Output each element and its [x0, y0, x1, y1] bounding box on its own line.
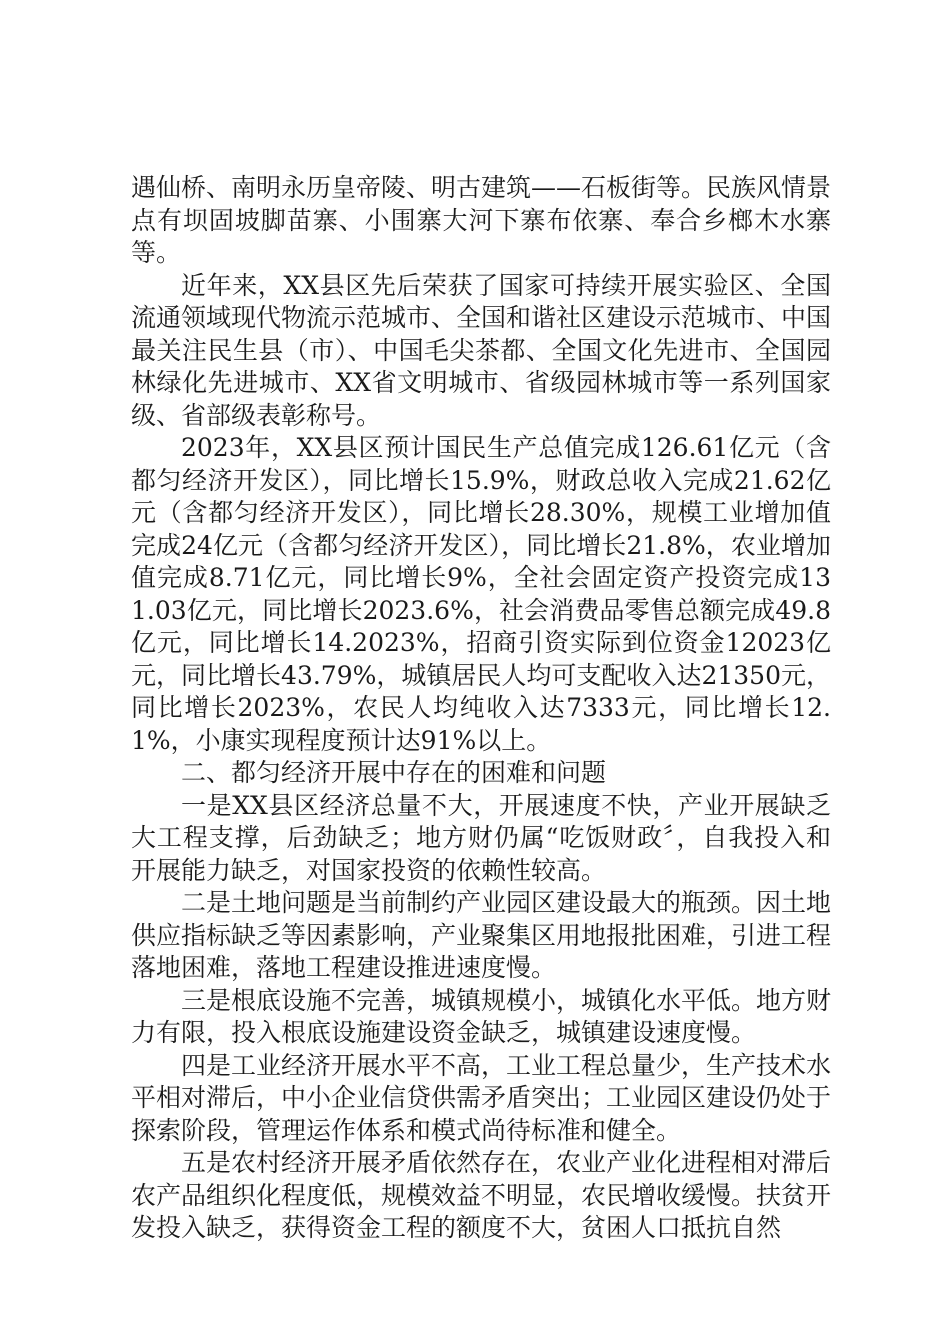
paragraph-economic-statistics: 2023年，XX县区预计国民生产总值完成126.61亿元（含都匀经济开发区），同比增长15.9%，财政总收入完成21.62亿元（含都匀经济开发区），同比增长28.30%，规模工业增加值完成24亿元（含都匀经济开发区），同比增长21.8%，农业增加值完成8.71亿元，同比增长9%，全社会固定资产投资完成131.03亿元，同比增长2023.6%，社会消费品零售总额完成49.8亿元，同比增长14.2023%，招商引资实际到位资金12023亿元，同比增长43.79%，城镇居民人均可支配收入达21350元，同比增长2023%，农民人均纯收入达7333元，同比增长12.1%，小康实现程度预计达91%以上。 — [131, 433, 831, 755]
section-heading-difficulties: 二、都匀经济开展中存在的困难和问题 — [181, 758, 607, 787]
paragraph-problem-two: 二是土地问题是当前制约产业园区建设最大的瓶颈。因土地供应指标缺乏等因素影响，产业聚集区用地报批困难，引进工程落地困难，落地工程建设推进速度慢。 — [131, 888, 832, 982]
paragraph-problem-one: 一是XX县区经济总量不大，开展速度不快，产业开展缺乏大工程支撑，后劲缺乏；地方财仍属“吃饭财政〞，自我投入和开展能力缺乏，对国家投资的依赖性较高。 — [131, 790, 831, 885]
paragraph-problem-five: 五是农村经济开展矛盾依然存在，农业产业化进程相对滞后农产品组织化程度低，规模效益不明显，农民增收缓慢。扶贫开发投入缺乏，获得资金工程的额度不大，贫困人口抵抗自然 — [131, 1148, 832, 1242]
paragraph-honors: 近年来，XX县区先后荣获了国家可持续开展实验区、全国流通领域现代物流示范城市、全国和谐社区建设示范城市、中国最关注民生县（市）、中国毛尖茶都、全国文化先进市、全国园林绿化先进城市、XX省文明城市、省级园林城市等一系列国家级、省部级表彰称号。 — [131, 270, 832, 430]
paragraph-problem-three: 三是根底设施不完善，城镇规模小，城镇化水平低。地方财力有限，投入根底设施建设资金缺乏，城镇建设速度慢。 — [131, 985, 832, 1047]
paragraph-scenic-spots: 遇仙桥、南明永历皇帝陵、明古建筑——石板街等。民族风情景点有坝固坡脚苗寨、小围寨大河下寨布依寨、奉合乡榔木水寨等。 — [131, 173, 832, 267]
document-body — [131, 172, 831, 1245]
paragraph-problem-four: 四是工业经济开展水平不高，工业工程总量少，生产技术水平相对滞后，中小企业信贷供需矛盾突出；工业园区建设仍处于探索阶段，管理运作体系和模式尚待标准和健全。 — [131, 1050, 832, 1145]
